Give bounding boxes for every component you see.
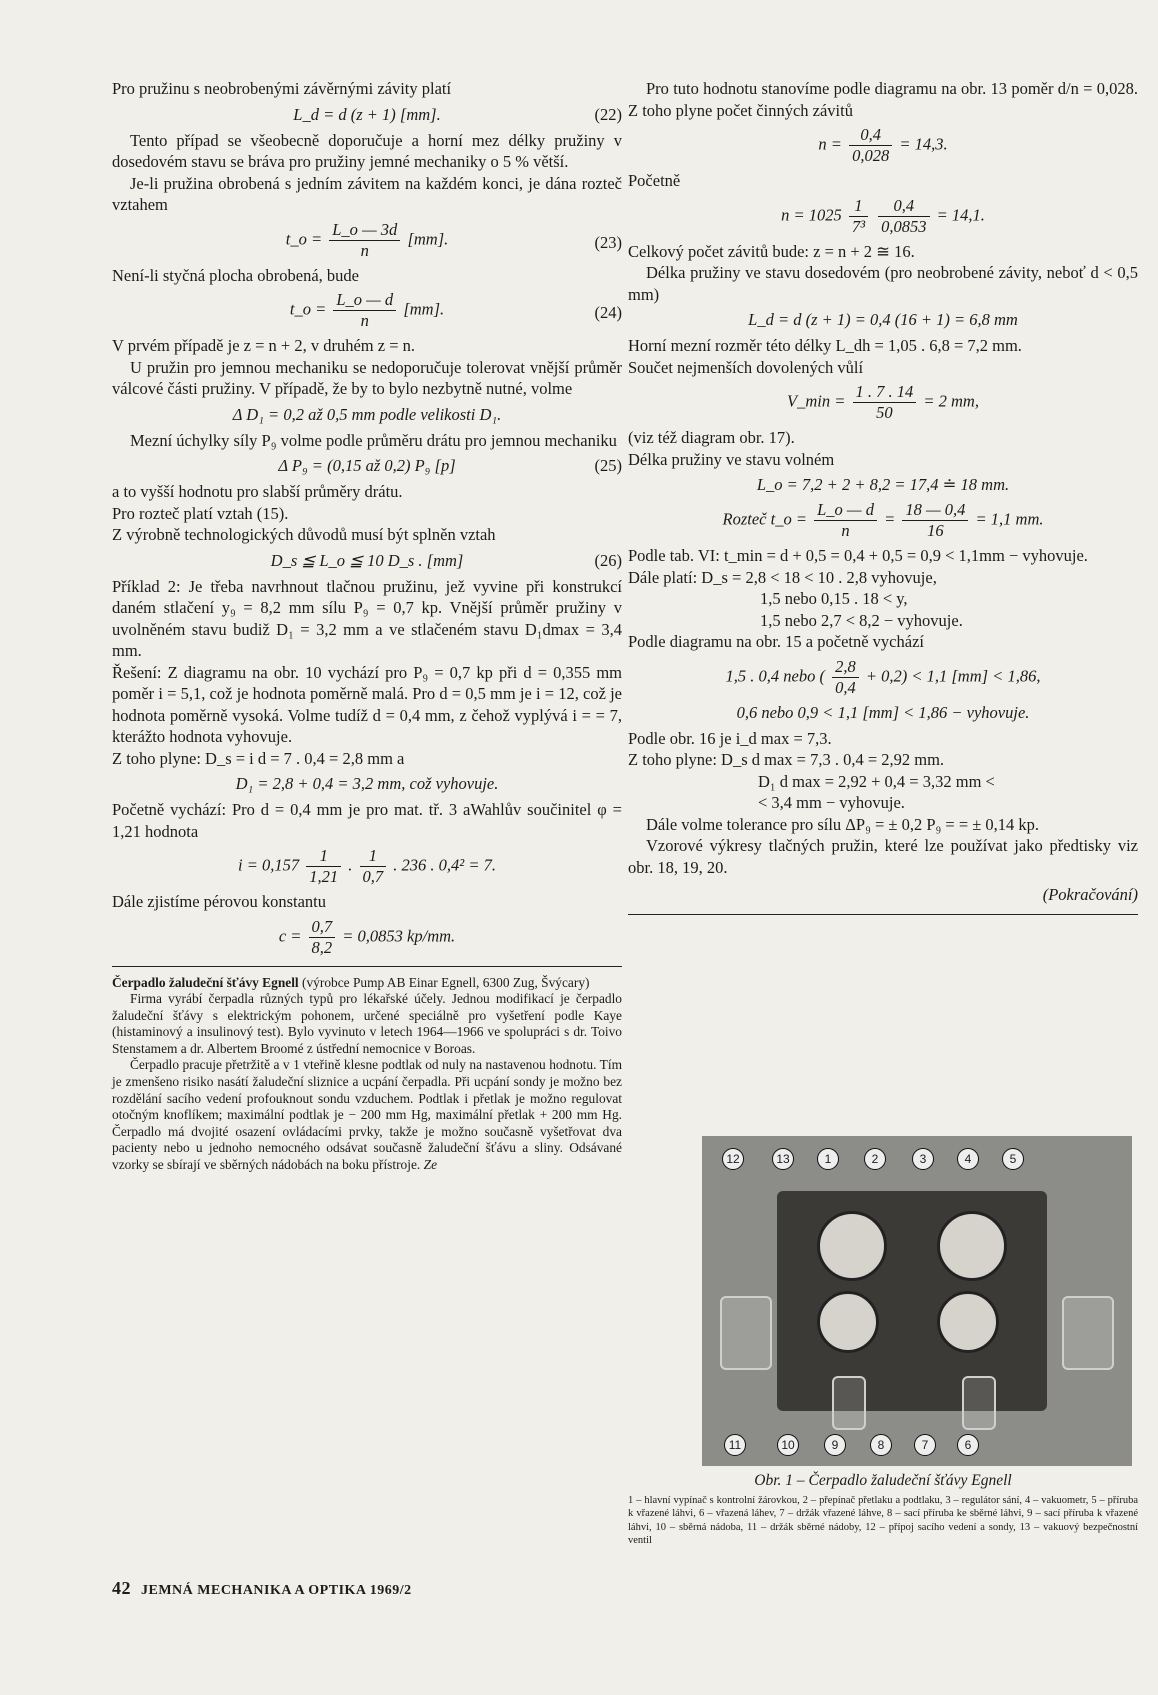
- fraction: [309, 917, 336, 958]
- equation-22: [112, 104, 622, 126]
- gauge-icon: [817, 1211, 887, 1281]
- paragraph: Je-li pružina obrobená s jedním závitem na každém konci, je dána rozteč vztahem: [112, 173, 622, 214]
- equation-26: [112, 550, 622, 572]
- fraction: [849, 125, 892, 166]
- equation-lhs: c =: [278, 925, 302, 945]
- numerator: 18 — 0,4: [902, 500, 968, 521]
- paragraph: < 3,4 mm − vyhovuje.: [758, 793, 905, 812]
- article-paragraph: Firma vyrábí čerpadla různých typů pro lékařské účely. Jednou modifikací je čerpadlo žaludeční šťávy s elektrickým pohonem, určené speciálně pro vyšetření podle Kaye (histaminový a insulinový test). Bylo vyvinuto v letech 1964—1966 ve spolupráci s dr. Toivo Stenstamem a dr. Albertem Broomé z ústřední nemocnice v Boroas.: [112, 991, 622, 1056]
- fraction: [306, 846, 341, 887]
- paragraph: Mezní úchylky síly P₉ volme podle průměru drátu pro jemnou mechaniku: [130, 430, 617, 450]
- callout-label: 1: [817, 1148, 839, 1170]
- denominator: 50: [876, 403, 893, 422]
- paragraph: Podle diagramu na obr. 15 a početně vychází: [628, 632, 924, 651]
- equation-vmin: [628, 382, 1138, 423]
- equation-number: (25): [594, 456, 622, 475]
- divider: [628, 914, 1138, 915]
- article-subtitle: (výrobce Pump AB Einar Egnell, 6300 Zug, Švýcary): [298, 974, 590, 990]
- paragraph: V prvém případě je z = n + 2, v druhém z = n.: [112, 336, 415, 355]
- equation-number: (24): [594, 303, 622, 322]
- fraction: [832, 657, 859, 698]
- paragraph: Z výrobně technologických důvodů musí být splněn vztah: [112, 525, 496, 544]
- callout-label: 12: [722, 1148, 744, 1170]
- right-column: [628, 78, 1138, 923]
- bottle-icon: [962, 1376, 996, 1430]
- denominator: 8,2: [311, 937, 333, 957]
- equation-big: [628, 657, 1138, 698]
- equation-rhs: . 236 . 0,4² = 7.: [393, 855, 496, 875]
- equation-text: Δ P₉ = (0,15 až 0,2) P₉ [p]: [278, 456, 456, 475]
- fraction: [329, 220, 400, 261]
- callout-label: 13: [772, 1148, 794, 1170]
- numerator: 0,7: [309, 917, 336, 938]
- figure-caption: [628, 1472, 1138, 1548]
- paragraph: (viz též diagram obr. 17).: [628, 428, 795, 447]
- equation-lhs: i = 0,157: [238, 855, 300, 875]
- collection-jar-icon: [1062, 1296, 1114, 1370]
- numerator: 1: [360, 846, 387, 867]
- equation-lhs: 1,5 . 0,4 nebo (: [725, 665, 825, 685]
- paragraph: Podle obr. 16 je i_d max = 7,3.: [628, 728, 832, 748]
- equation-lhs: V_min =: [787, 391, 846, 411]
- paragraph: Vzorové výkresy tlačných pružin, které lze používat jako předtisky viz obr. 18, 19, 20.: [628, 836, 1138, 877]
- equation-text: L_d = d (z + 1) = 0,4 (16 + 1) = 6,8 mm: [748, 310, 1018, 329]
- article-title: Čerpadlo žaludeční šťávy Egnell: [112, 974, 299, 990]
- numerator: 2,8: [832, 657, 859, 678]
- denominator: n: [360, 240, 369, 260]
- fraction: [878, 196, 929, 237]
- equation-lo: [628, 474, 1138, 496]
- denominator: 16: [927, 521, 944, 540]
- denominator: n: [360, 311, 369, 330]
- denominator: 1,21: [309, 867, 339, 886]
- paragraph: Celkový počet závitů bude: z = n + 2 ≅ 16.: [628, 241, 915, 261]
- paragraph: Početně vychází: Pro d = 0,4 mm je pro mat. tř. 3 aWahlův součinitel φ = 1,21 hodnota: [112, 800, 622, 841]
- numerator: 1 . 7 . 14: [853, 382, 917, 403]
- equation-24: [112, 290, 622, 331]
- numerator: 0,4: [878, 196, 929, 217]
- denominator: n: [841, 521, 850, 540]
- continued-word: Ze: [423, 1157, 438, 1173]
- equation-rhs: [mm].: [407, 228, 449, 248]
- numerator: 1: [849, 196, 868, 217]
- paragraph-solution: Řešení: Z diagramu na obr. 10 vychází pro P₉ = 0,7 kp při d = 0,355 mm poměr i = 5,1, což je hodnota poměrně malá. Pro d = 0,5 mm je i = 12, což je hodnota poměrně vysoká. Volme tudíž d = 0,4 mm, z čehož vyplývá i = = 7, kterážto hodnota vyhovuje.: [112, 662, 622, 746]
- fraction: [849, 196, 868, 237]
- equation-number: (23): [594, 232, 622, 252]
- divider: [112, 966, 622, 967]
- paragraph: Početně: [628, 171, 681, 190]
- paragraph: D₁ d max = 2,92 + 0,4 = 3,32 mm <: [758, 771, 995, 791]
- callout-label: 8: [870, 1434, 892, 1456]
- equation-n2: [628, 196, 1138, 237]
- page-number: 42: [112, 1578, 131, 1598]
- callout-label: 10: [777, 1434, 799, 1456]
- equation-rhs: = 1,1 mm.: [975, 509, 1044, 529]
- vacuum-gauge-icon: [817, 1291, 879, 1353]
- equation-pitch: Rozteč t_o = $\frac{L\_o — d}{n}$ = $\frac{18 — 0,4}{16}$ = 1,1 mm.: [722, 500, 1044, 540]
- paragraph: Pro rozteč platí vztah (15).: [112, 503, 289, 523]
- denominator: 7³: [851, 216, 866, 236]
- equation-i: i = 0,157 $\frac{1}{1,21}$ . $\frac{1}{0,7}$ . 236 . 0,4² = 7.: [238, 846, 496, 886]
- numerator: 0,4: [849, 125, 892, 146]
- vacuum-gauge-icon: [937, 1291, 999, 1353]
- equation-rhs: = 14,3.: [899, 134, 948, 154]
- equation-lhs: t_o =: [289, 299, 327, 319]
- fraction: [902, 500, 968, 541]
- denominator: 0,0853: [881, 216, 927, 236]
- callout-label: 11: [724, 1434, 746, 1456]
- equation-rhs: = 0,0853 kp/mm.: [342, 925, 456, 945]
- paragraph: Dále volme tolerance pro sílu ΔP₉ = ± 0,2 P₉ = = ± 0,14 kp.: [646, 814, 1040, 834]
- pump-photo: [702, 1136, 1132, 1466]
- callout-label: 2: [864, 1148, 886, 1170]
- denominator: 0,4: [835, 677, 856, 697]
- article-paragraph: Čerpadlo pracuje přetržitě a v 1 vteřině klesne podtlak od nuly na nastavenou hodnotu. Tím je zmenšeno risiko nasátí žaludeční sliznice a ucpání čerpadla. Při ucpání sondy je možno bez rozdělání sacího vedení profouknout sondu vzduchem. Podtlak i přetlak je možno regulovat otočným knoflíkem; maximální podtlak je − 200 mm Hg, maximální přetlak + 200 mm Hg. Čerpadlo má dvojité osazení ovládacími prvky, takže je možno současně vyšetřovat dva pacienty nebo u jednoho nemocného odsávat současně žaludeční šťávu a sliny. Odsávané vzorky se sbírají ve sběrných nádobách na boku přístroje. Ze: [112, 1057, 622, 1173]
- fraction: [814, 500, 877, 541]
- equation-rhs: = 2 mm,: [923, 391, 979, 411]
- denominator: 0,028: [852, 146, 890, 165]
- journal-name: JEMNÁ MECHANIKA A OPTIKA 1969/2: [141, 1583, 412, 1598]
- left-column: [112, 78, 622, 1174]
- equation-rhs: = 14,1.: [936, 204, 985, 224]
- paragraph: Dále zjistíme pérovou konstantu: [112, 892, 326, 911]
- equation-25: [112, 455, 622, 477]
- paragraph: Z toho plyne: D_s = i d = 7 . 0,4 = 2,8 mm a: [112, 748, 405, 768]
- equation-lhs: n = 1025: [781, 204, 842, 224]
- article-heading: [112, 975, 622, 992]
- equation-rhs: [mm].: [403, 299, 445, 319]
- paragraph: Dále platí: D_s = 2,8 < 18 < 10 . 2,8 vyhovuje,: [628, 567, 937, 587]
- equation-lhs: Rozteč t_o =: [722, 509, 807, 529]
- paragraph: Podle tab. VI: t_min = d + 0,5 = 0,4 + 0,5 = 0,9 < 1,1mm − vyhovuje.: [628, 546, 1088, 565]
- equation-d1: [112, 773, 622, 795]
- equation-lhs: t_o =: [285, 228, 323, 248]
- caption-legend: 1 – hlavní vypínač s kontrolní žárovkou, 2 – přepínač přetlaku a podtlaku, 3 – regulátor sání, 4 – vakuometr, 5 – příruba k vřazené láhvi, 6 – vřazená láhev, 7 – držák vřazené láhve, 8 – sací příruba ke sběrné láhvi, 9 – sací příruba k vřazené láhvi, 10 – sběrná nádoba, 11 – držák sběrné nádoby, 12 – přípoj sacího vedení a sondy, 13 – vakuový bezpečnostní ventil: [628, 1495, 1138, 1547]
- fraction: [853, 382, 917, 423]
- denominator: 0,7: [362, 867, 384, 886]
- paragraph: Horní mezní rozměr této délky L_dh = 1,05 . 6,8 = 7,2 mm.: [628, 336, 1022, 355]
- paragraph-example: Příklad 2: Je třeba navrhnout tlačnou pružinu, jež vyvine při konstrukcí daném stlačení y₉ = 8,2 mm sílu P₉ = 0,7 kp. Vnější průměr pružiny v uvolněném stavu budiž D₁ = 3,2 mm a ve stlačeném stavu D₁dmax = 3,4 mm.: [112, 576, 622, 660]
- paragraph: a to vyšší hodnotu pro slabší průměry drátu.: [112, 482, 403, 501]
- callout-label: 3: [912, 1148, 934, 1170]
- equation-number: (26): [594, 550, 622, 570]
- paragraph: Z toho plyne: D_s d max = 7,3 . 0,4 = 2,92 mm.: [628, 750, 945, 769]
- equation-lhs: n =: [818, 134, 842, 154]
- paragraph: 1,5 nebo 2,7 < 8,2 − vyhovuje.: [760, 610, 963, 630]
- callout-label: 7: [914, 1434, 936, 1456]
- equation-rhs: + 0,2) < 1,1 [mm] < 1,86,: [865, 665, 1041, 685]
- numerator: L_o — d: [333, 290, 396, 311]
- paragraph: U pružin pro jemnou mechaniku se nedoporučuje tolerovat vnější průměr válcové části pružiny. V případě, že by to bylo nezbytně nutné, volme: [112, 357, 622, 398]
- paragraph: 1,5 nebo 0,15 . 18 < y,: [760, 589, 908, 608]
- paragraph: Délka pružiny ve stavu dosedovém (pro neobrobené závity, neboť d < 0,5 mm): [628, 263, 1138, 304]
- equation-ld: [628, 309, 1138, 331]
- page-footer: [112, 1578, 412, 1599]
- fraction: [360, 846, 387, 887]
- callout-label: 5: [1002, 1148, 1024, 1170]
- pump-device: [777, 1191, 1047, 1411]
- equation-text: L_o = 7,2 + 2 + 8,2 = 17,4 ≐ 18 mm.: [756, 475, 1010, 494]
- equation-c: [112, 917, 622, 958]
- numerator: L_o — 3d: [329, 220, 400, 241]
- equation-23: [112, 220, 622, 261]
- equation-n1: [628, 125, 1138, 166]
- paragraph: Délka pružiny ve stavu volném: [628, 449, 835, 469]
- callout-label: 9: [824, 1434, 846, 1456]
- equation-text: 0,6 nebo 0,9 < 1,1 [mm] < 1,86 − vyhovuje.: [736, 702, 1030, 722]
- equation-text: D_s ≦ L_o ≦ 10 D_s . [mm]: [270, 550, 464, 570]
- bottle-icon: [832, 1376, 866, 1430]
- equation-number: (22): [594, 104, 622, 124]
- fraction: [333, 290, 396, 331]
- equation-text: D₁ = 2,8 + 0,4 = 3,2 mm, což vyhovuje.: [235, 774, 499, 793]
- paragraph: Součet nejmenších dovolených vůlí: [628, 357, 864, 377]
- equation-big2: [628, 702, 1138, 724]
- paragraph: Pro tuto hodnotu stanovíme podle diagramu na obr. 13 poměr d/n = 0,028. Z toho plyne počet činných závitů: [628, 79, 1138, 120]
- numerator: L_o — d: [814, 500, 877, 521]
- gauge-icon: [937, 1211, 1007, 1281]
- caption-title: Obr. 1 – Čerpadlo žaludeční šťávy Egnell: [754, 1472, 1012, 1489]
- paragraph: Tento případ se všeobecně doporučuje a horní mez délky pružiny v dosedovém stavu se bráva pro pružiny jemné mechaniky o 5 % větší.: [112, 130, 622, 171]
- paragraph: Není-li styčná plocha obrobená, bude: [112, 265, 359, 285]
- equation-text: Δ D₁ = 0,2 až 0,5 mm podle velikosti D₁.: [232, 404, 502, 424]
- callout-label: 4: [957, 1148, 979, 1170]
- callout-label: 6: [957, 1434, 979, 1456]
- equation-text: L_d = d (z + 1) [mm].: [293, 104, 441, 124]
- collection-jar-icon: [720, 1296, 772, 1370]
- equation-delta-d1: [112, 404, 622, 426]
- paragraph: Pro pružinu s neobrobenými závěrnými závity platí: [112, 79, 452, 98]
- continued-note: (Pokračování): [1042, 885, 1138, 904]
- numerator: 1: [306, 846, 341, 867]
